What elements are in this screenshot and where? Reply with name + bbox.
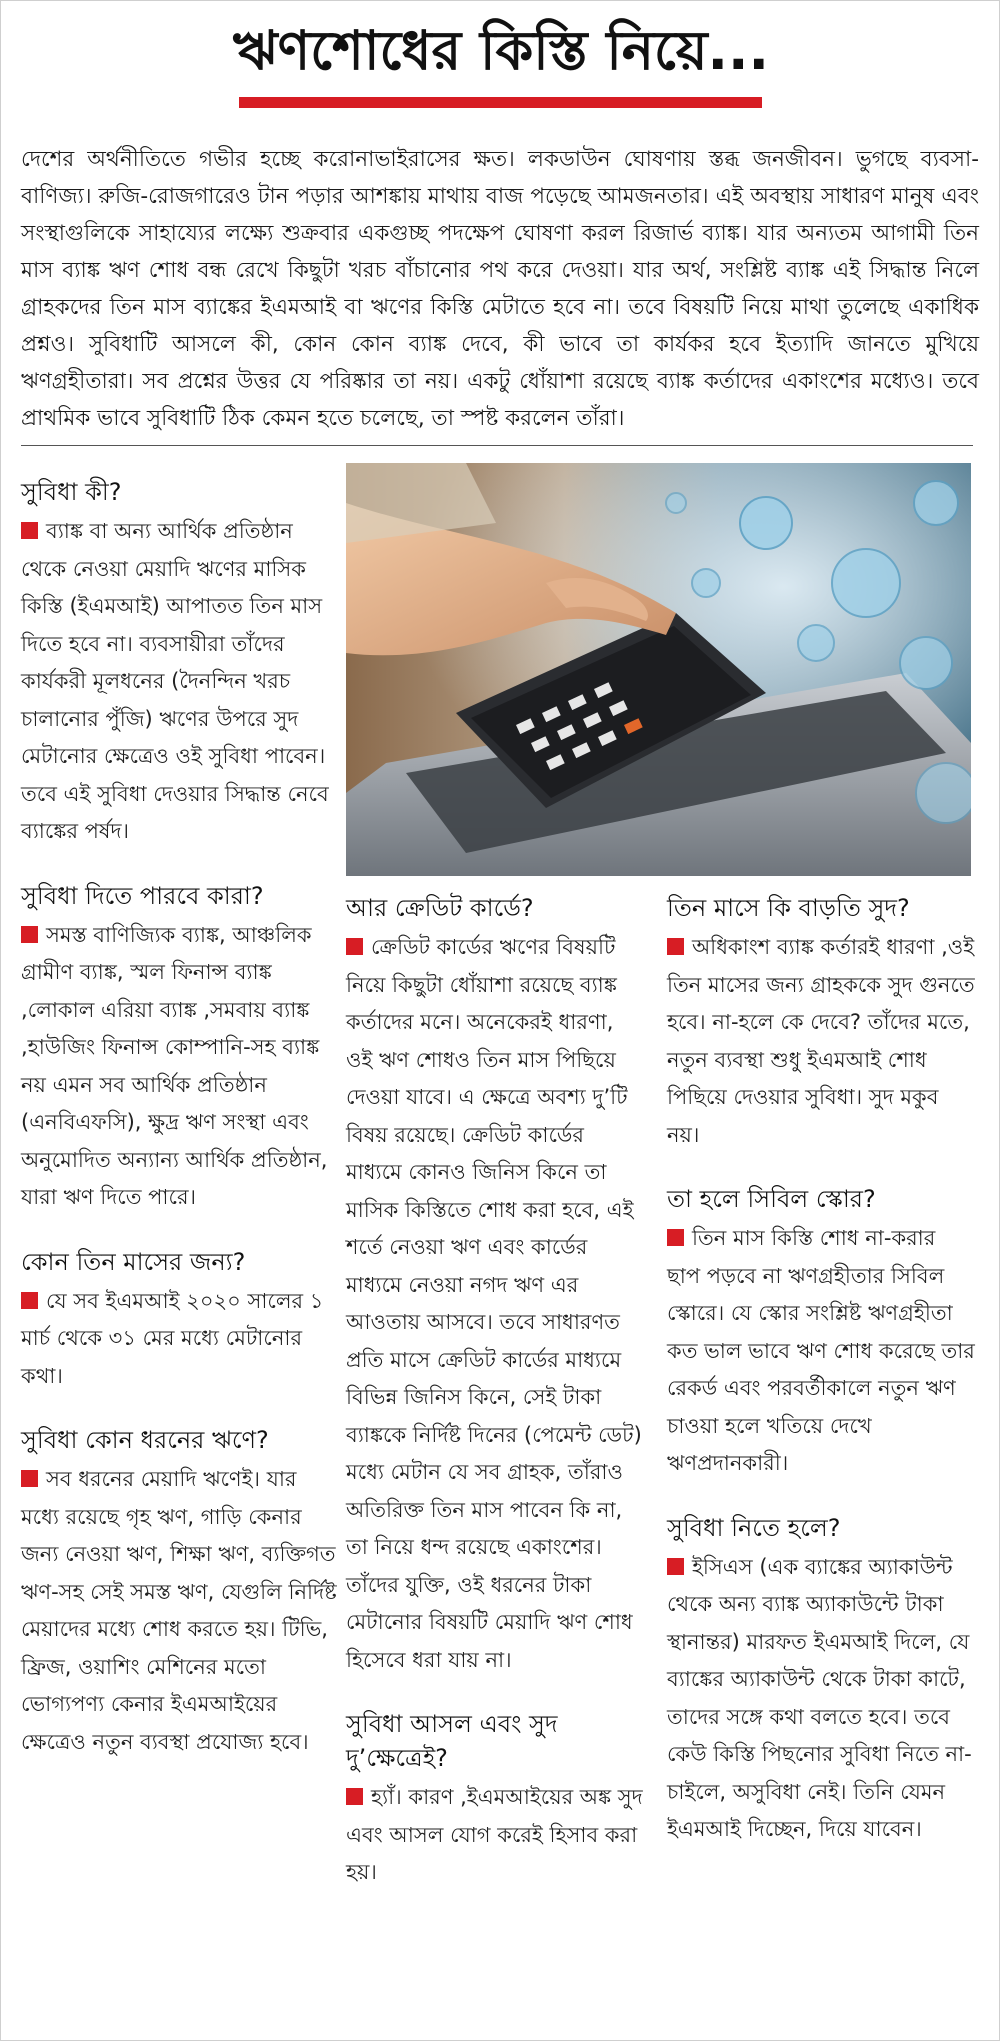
qa-section: [667, 1511, 975, 1849]
section-body: [667, 929, 975, 1154]
headline: ঋণশোধের কিস্তি নিয়ে...: [232, 19, 770, 82]
section-body: [346, 929, 646, 1679]
qa-section: [346, 1707, 646, 1892]
red-square-bullet: [667, 1229, 684, 1246]
section-heading: সুবিধা দিতে পারবে কারা?: [21, 881, 264, 910]
red-square-bullet: [21, 1470, 38, 1487]
section-body-text: সমস্ত বাণিজ্যিক ব্যাঙ্ক, আঞ্চলিক গ্রামীণ ব্যাঙ্ক, স্মল ফিনান্স ব্যাঙ্ক ,লোকাল এরিয়া ব্যাঙ্ক ,সমবায় ব্যাঙ্ক ,হাউজিং ফিনান্স কোম্পানি-সহ ব্যাঙ্ক নয় এমন সব আর্থিক প্রতিষ্ঠান (এনবিএফসি), ক্ষুদ্র ঋণ সংস্থা এবং অনুমোদিত অন্যান্য আর্থিক প্রতিষ্ঠান, যারা ঋণ দিতে পারে।: [21, 922, 328, 1209]
qa-section: [667, 1182, 975, 1483]
section-body-text: যে সব ইএমআই ২০২০ সালের ১ মার্চ থেকে ৩১ মের মধ্যে মেটানোর কথা।: [21, 1288, 324, 1388]
column-left: [21, 475, 339, 1789]
section-heading: আর ক্রেডিট কার্ডে?: [346, 894, 534, 922]
section-body: [21, 1283, 339, 1396]
section-body-text: তিন মাস কিস্তি শোধ না-করার ছাপ পড়বে না ঋণগ্রহীতার সিবিল স্কোরে। যে স্কোর সংশ্লিষ্ট ঋণগ্রহীতা কত ভাল ভাবে ঋণ শোধ করেছে তার রেকর্ড এবং পরবর্তীকালে নতুন ঋণ চাওয়া হলে খতিয়ে দেখে ঋণপ্রদানকারী।: [667, 1226, 975, 1475]
section-heading: তিন মাসে কি বাড়তি সুদ?: [667, 894, 910, 922]
section-body: [21, 917, 339, 1217]
section-body: [346, 1779, 646, 1892]
section-body-text: ইসিএস (এক ব্যাঙ্কের অ্যাকাউন্ট থেকে অন্য ব্যাঙ্ক অ্যাকাউন্টে টাকা স্থানান্তর) মারফত ইএমআই দিলে, যে ব্যাঙ্কের অ্যাকাউন্ট থেকে টাকা কাটে, তাদের সঙ্গে কথা বলতে হবে। তবে কেউ কিস্তি পিছনোর সুবিধা নিতে না-চাইলে, অসুবিধা নেই। তিনি যেমন ইএমআই দিচ্ছেন, দিয়ে যাবেন।: [667, 1554, 972, 1841]
headline-underline: [239, 97, 762, 108]
qa-section: [21, 879, 339, 1217]
section-heading: সুবিধা কী?: [21, 478, 122, 506]
section-divider: [21, 445, 973, 446]
red-square-bullet: [21, 926, 38, 943]
section-heading: কোন তিন মাসের জন্য?: [21, 1247, 246, 1276]
qa-section: [21, 1423, 339, 1761]
photo-illustration: [346, 463, 971, 876]
section-heading: তা হলে সিবিল স্কোর?: [667, 1185, 876, 1213]
column-right: [667, 891, 975, 1877]
intro-paragraph: দেশের অর্থনীতিতে গভীর হচ্ছে করোনাভাইরাসের ক্ষত। লকডাউন ঘোষণায় স্তব্ধ জনজীবন। ভুগছে ব্যবসা-বাণিজ্য। রুজি-রোজগারেও টান পড়ার আশঙ্কায় মাথায় বাজ পড়েছে আমজনতার। এই অবস্থায় সাধারণ মানুষ এবং সংস্থাগুলিকে সাহায্যের লক্ষ্যে শুক্রবার একগুচ্ছ পদক্ষেপ ঘোষণা করল রিজার্ভ ব্যাঙ্ক। যার অন্যতম আগামী তিন মাস ব্যাঙ্ক ঋণ শোধ বন্ধ রেখে কিছুটা খরচ বাঁচানোর পথ করে দেওয়া। যার অর্থ, সংশ্লিষ্ট ব্যাঙ্ক এই সিদ্ধান্ত নিলে গ্রাহকদের তিন মাস ব্যাঙ্কের ইএমআই বা ঋণের কিস্তি মেটাতে হবে না। তবে বিষয়টি নিয়ে মাথা তুলেছে একাধিক প্রশ্নও। সুবিধাটি আসলে কী, কোন কোন ব্যাঙ্ক দেবে, কী ভাবে তা কার্যকর হবে ইত্যাদি জানতে মুখিয়ে ঋণগ্রহীতারা। সব প্রশ্নের উত্তর যে পরিষ্কার তা নয়। একটু ধোঁয়াশা রয়েছে ব্যাঙ্ক কর্তাদের একাংশের মধ্যেও। তবে প্রাথমিক ভাবে সুবিধাটি ঠিক কেমন হতে চলেছে, তা স্পষ্ট করলেন তাঁরা।: [21, 146, 979, 431]
qa-section: [346, 891, 646, 1679]
section-heading: সুবিধা কোন ধরনের ঋণে?: [21, 1426, 269, 1454]
section-heading: সুবিধা নিতে হলে?: [667, 1513, 841, 1542]
section-body: [21, 1461, 339, 1761]
section-body-text: অধিকাংশ ব্যাঙ্ক কর্তারই ধারণা ,ওই তিন মাসের জন্য গ্রাহককে সুদ গুনতে হবে। না-হলে কে দেবে? তাঁদের মতে, নতুন ব্যবস্থা শুধু ইএমআই শোধ পিছিয়ে দেওয়ার সুবিধা। সুদ মকুব নয়।: [667, 935, 975, 1147]
section-body-text: ব্যাঙ্ক বা অন্য আর্থিক প্রতিষ্ঠান থেকে নেওয়া মেয়াদি ঋণের মাসিক কিস্তি (ইএমআই) আপাতত তিন মাস দিতে হবে না। ব্যবসায়ীরা তাঁদের কার্যকরী মূলধনের (দৈনন্দিন খরচ চালানোর পুঁজি) ঋণের উপরে সুদ মেটানোর ক্ষেত্রেও ওই সুবিধা পাবেন। তবে এই সুবিধা দেওয়ার সিদ্ধান্ত নেবে ব্যাঙ্কের পর্ষদ।: [21, 519, 329, 843]
calculator-virus-photo: [346, 463, 971, 876]
section-body: [667, 1549, 975, 1849]
section-body: [21, 513, 339, 851]
qa-section: [21, 1245, 339, 1396]
red-square-bullet: [667, 938, 684, 955]
red-square-bullet: [346, 938, 363, 955]
qa-section: [667, 891, 975, 1154]
section-body-text: হ্যাঁ। কারণ ,ইএমআইয়ের অঙ্ক সুদ এবং আসল যোগ করেই হিসাব করা হয়।: [346, 1785, 643, 1884]
section-heading: সুবিধা আসল এবং সুদ দু’ক্ষেত্রেই?: [346, 1710, 558, 1772]
section-body-text: সব ধরনের মেয়াদি ঋণেই। যার মধ্যে রয়েছে গৃহ ঋণ, গাড়ি কেনার জন্য নেওয়া ঋণ, শিক্ষা ঋণ, ব্যক্তিগত ঋণ-সহ সেই সমস্ত ঋণ, যেগুলি নির্দিষ্ট মেয়াদের মধ্যে শোধ করতে হয়। টিভি, ফ্রিজ, ওয়াশিং মেশিনের মতো ভোগ্যপণ্য কেনার ইএমআইয়ের ক্ষেত্রেও নতুন ব্যবস্থা প্রযোজ্য হবে।: [21, 1467, 337, 1754]
qa-section: [21, 475, 339, 851]
section-body: [667, 1220, 975, 1483]
section-body-text: ক্রেডিট কার্ডের ঋণের বিষয়টি নিয়ে কিছুটা ধোঁয়াশা রয়েছে ব্যাঙ্ক কর্তাদের মনে। অনেকেরই ধারণা, ওই ঋণ শোধও তিন মাস পিছিয়ে দেওয়া যাবে। এ ক্ষেত্রে অবশ্য দু’টি বিষয় রয়েছে। ক্রেডিট কার্ডের মাধ্যমে কোনও জিনিস কিনে তা মাসিক কিস্তিতে শোধ করা হবে, এই শর্তে নেওয়া ঋণ এবং কার্ডের মাধ্যমে নেওয়া নগদ ঋণ এর আওতায় আসবে। তবে সাধারণত প্রতি মাসে ক্রেডিট কার্ডের মাধ্যমে বিভিন্ন জিনিস কিনে, সেই টাকা ব্যাঙ্ককে নির্দিষ্ট দিনের (পেমেন্ট ডেট) মধ্যে মেটান যে সব গ্রাহক, তাঁরাও অতিরিক্ত তিন মাস পাবেন কি না, তা নিয়ে ধন্দ রয়েছে একাংশের। তাঁদের যুক্তি, ওই ধরনের টাকা মেটানোর বিষয়টি মেয়াদি ঋণ শোধ হিসেবে ধরা যায় না।: [346, 935, 642, 1672]
column-middle: [346, 891, 646, 1920]
red-square-bullet: [346, 1788, 363, 1805]
red-square-bullet: [21, 522, 38, 539]
red-square-bullet: [667, 1558, 684, 1575]
red-square-bullet: [21, 1292, 38, 1309]
